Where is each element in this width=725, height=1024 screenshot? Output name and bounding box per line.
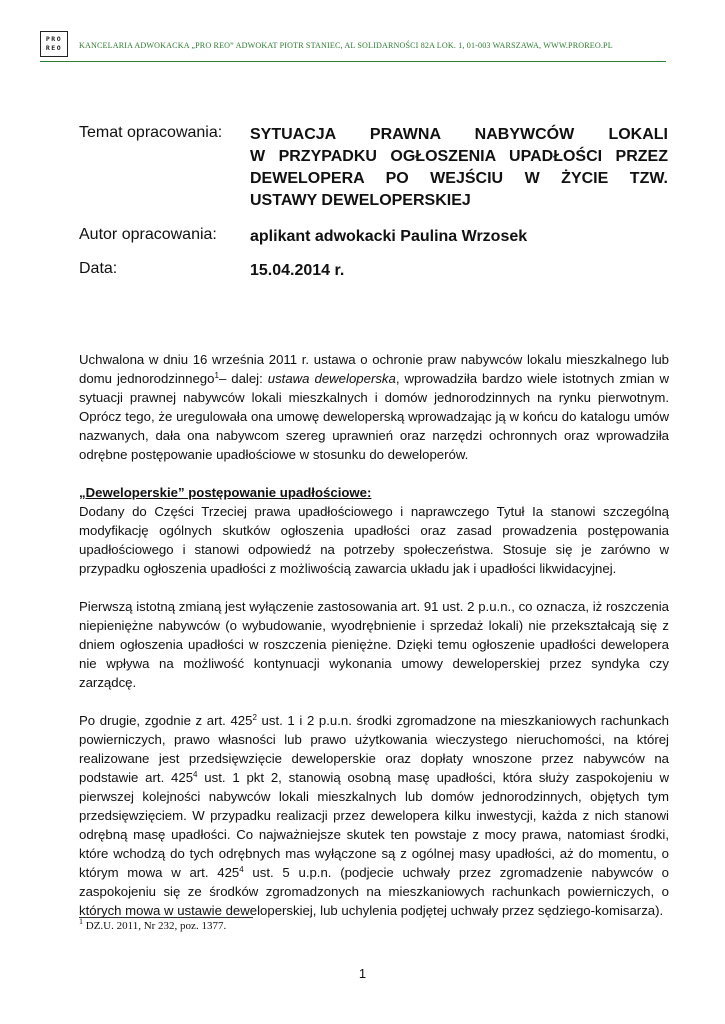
paragraph-first-change: Pierwszą istotną zmianą jest wyłączenie zastosowania art. 91 ust. 2 p.u.n., co oznacza, iż roszczenia niepieniężne nabywców (o wybudowanie, wyodrębnienie i sprzedaż lokali) nie przekształcają się z dniem ogłoszenia upadłości w roszczenia pieniężne. Dzięki temu ogłoszenie upadłości dewelopera nie wpływa na możliwość kontynuacji wykonania umowy deweloperskiej przez syndyka czy zarządcę. [79, 599, 669, 690]
text-run: Po drugie, zgodnie z art. 425 [79, 713, 253, 728]
topic-label: Temat opracowania: [79, 124, 223, 141]
topic-line: W PRZYPADKU OGŁOSZENIA UPADŁOŚCI PRZEZ [250, 148, 668, 165]
letterhead [40, 31, 666, 62]
superscript: 4 [193, 770, 198, 779]
date-value: 15.04.2014 r. [250, 262, 345, 279]
paragraph-second-change [79, 711, 669, 920]
text-run: ust. 1 i 2 p.u.n. środki zgromadzone na mieszkaniowych rachunkach powierniczych, prawo własności lub prawo użytkowania wieczystego nieruchomości, na której realizowane jest przedsięwzięcie deweloperskie oraz dopłaty wnoszone przez nabywców na podstawie art. 425 [79, 713, 669, 785]
firm-logo [40, 31, 68, 57]
footnote-mark: 1 [79, 917, 83, 926]
author-label: Autor opracowania: [79, 226, 217, 243]
body-text [79, 350, 669, 939]
footnote-ref: 1 [214, 371, 219, 380]
text-run: Dodany do Części Trzeciej prawa upadłościowego i naprawczego Tytuł Ia stanowi szczególną modyfikację ogólnych skutków ogłoszenia upadłości oraz zasad prowadzenia postępowania upadłościowego i stanowi odpowiedź na potrzeby społeczeństwa. Stosuje się je zarówno w przypadku ogłoszenia upadłości z możliwością zawarcia układu jak i upadłości likwidacyjnej. [79, 504, 669, 576]
text-run: – dalej: [218, 371, 268, 386]
superscript: 2 [252, 713, 257, 722]
topic-line: DEWELOPERA PO WEJŚCIU W ŻYCIE TZW. [250, 170, 668, 187]
paragraph-section-1 [79, 483, 669, 578]
date-label: Data: [79, 260, 118, 277]
text-run-italic: ustawa deweloperska [267, 371, 396, 386]
superscript: 4 [239, 865, 244, 874]
footnote-text: DZ.U. 2011, Nr 232, poz. 1377. [83, 920, 227, 932]
section-heading: „Deweloperskie” postępowanie upadłościowe: [79, 485, 372, 500]
text-run: ust. 1 pkt 2, stanowią osobną masę upadłości, która służy zaspokojeniu w pierwszej kolejności nabywców lokali mieszkalnych lub domów jednorodzinnych, objętych tym przedsięwzięciem. W przypadku realizacji przez dewelopera kilku inwestycji, każda z nich stanowi odrębną masę upadłości. Co najważniejsze skutek ten powstaje z mocy prawa, natomiast środki, które wchodzą do tych odrębnych mas wyłączone są z ogólnej masy upadłości, aż do momentu, o którym mowa w art. 425 [79, 770, 669, 880]
text-run: Uchwalona w dniu 16 września 2011 r. ustawa o ochronie praw nabywców lokalu mieszkalnego lub domu jednorodzinnego [79, 352, 669, 386]
logo-text-top: PRO [45, 35, 63, 43]
footnote-separator [79, 917, 253, 918]
text-run: , wprowadziła bardzo wiele istotnych zmian w sytuacji prawnej nabywców lokali mieszkalnych i domów jednorodzinnych na rynku pierwotnym. Oprócz tego, że uregulowała ona umowę deweloperską wprowadzając ją w końcu do katalogu umów nazwanych, dała ona nabywcom szereg uprawnień oraz narzędzi ochronnych oraz wprowadziła odrębne postępowanie upadłościowe w stosunku do deweloperów. [79, 371, 669, 462]
letterhead-text: KANCELARIA ADWOKACKA „PRO REO” ADWOKAT PIOTR STANIEC, AL SOLIDARNOŚCI 82A LOK. 1, 01-003 WARSZAWA, WWW.PROREO.PL [79, 41, 613, 50]
topic-line: USTAWY DEWELOPERSKIEJ [250, 192, 471, 209]
paragraph-intro [79, 350, 669, 464]
text-run: ust. 5 u.p.n. (podjecie uchwały przez zgromadzenie nabywców o zaspokojeniu się ze środków zgromadzonych na mieszkaniowych rachunkach powierniczych, o których mowa w ustawie deweloperskiej, lub uchylenia podjętej uchwały przez sędziego-komisarza). [79, 865, 669, 918]
page-number: 1 [358, 966, 367, 981]
topic-value [250, 124, 668, 212]
author-value: aplikant adwokacki Paulina Wrzosek [250, 228, 528, 245]
footnote [79, 917, 227, 932]
topic-line: SYTUACJA PRAWNA NABYWCÓW LOKALI [250, 126, 668, 143]
logo-text-bottom: REO [45, 44, 63, 52]
